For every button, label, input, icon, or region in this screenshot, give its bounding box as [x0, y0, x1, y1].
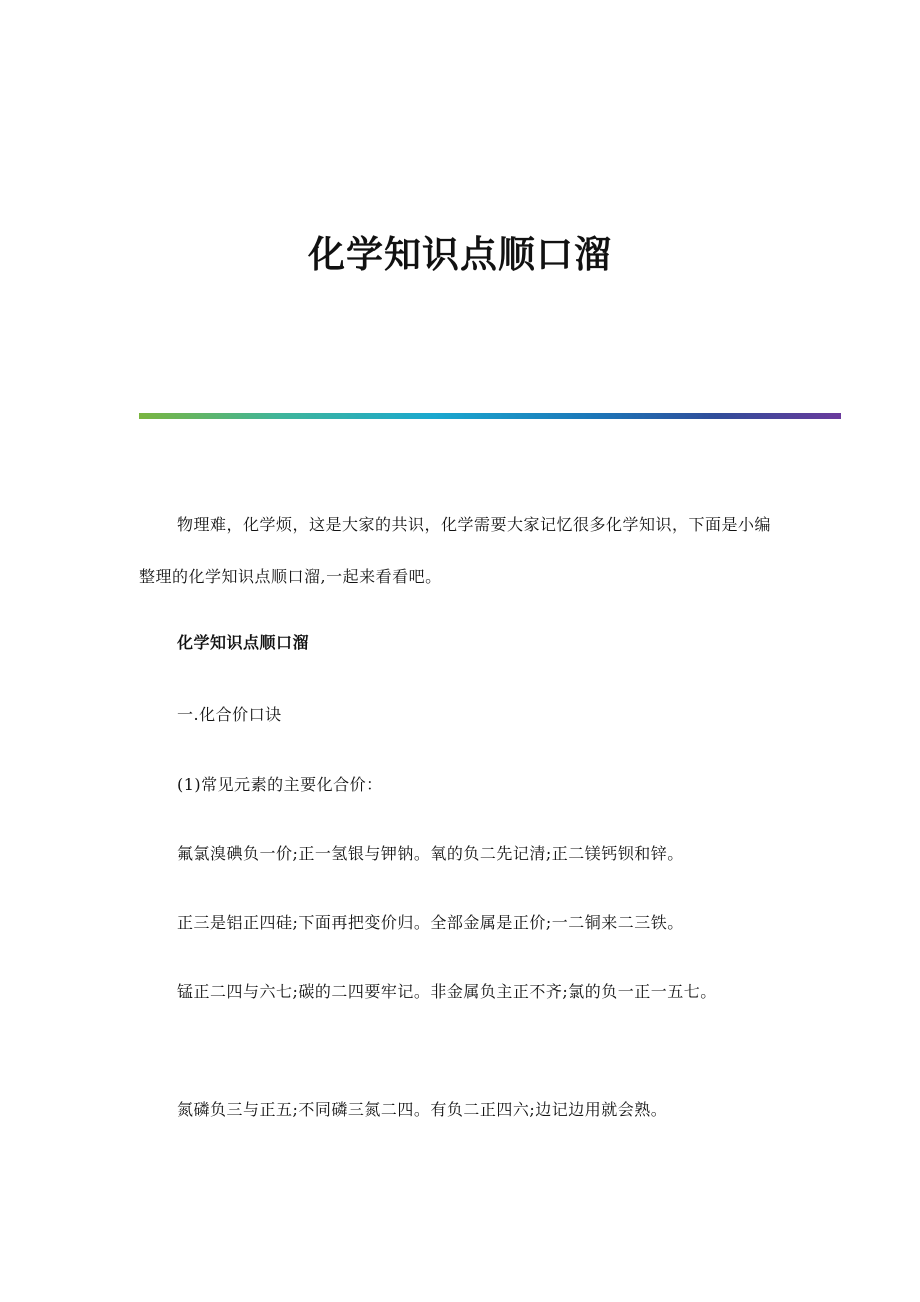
subsection-subheading: (1)常见元素的主要化合价：: [177, 775, 383, 794]
rhyme-line: 氟氯溴碘负一价;正一氢银与钾钠。氧的负二先记清;正二镁钙钡和锌。: [177, 844, 684, 863]
section-heading: 化学知识点顺口溜: [177, 633, 310, 652]
document-title: 化学知识点顺口溜: [308, 232, 612, 276]
rhyme-line: 正三是铝正四硅;下面再把变价归。全部金属是正价;一二铜来二三铁。: [177, 913, 684, 932]
rhyme-line: 氮磷负三与正五;不同磷三氮二四。有负二正四六;边记边用就会熟。: [177, 1100, 668, 1119]
intro-paragraph: 物理难，化学烦，这是大家的共识，化学需要大家记忆很多化学知识，下面是小编整理的化学知识点顺口溜,一起来看看吧。: [139, 515, 772, 586]
subsection-heading: 一.化合价口诀: [177, 705, 282, 724]
title-divider: [139, 413, 841, 419]
rhyme-line: 锰正二四与六七;碳的二四要牢记。非金属负主正不齐;氯的负一正一五七。: [177, 982, 717, 1001]
